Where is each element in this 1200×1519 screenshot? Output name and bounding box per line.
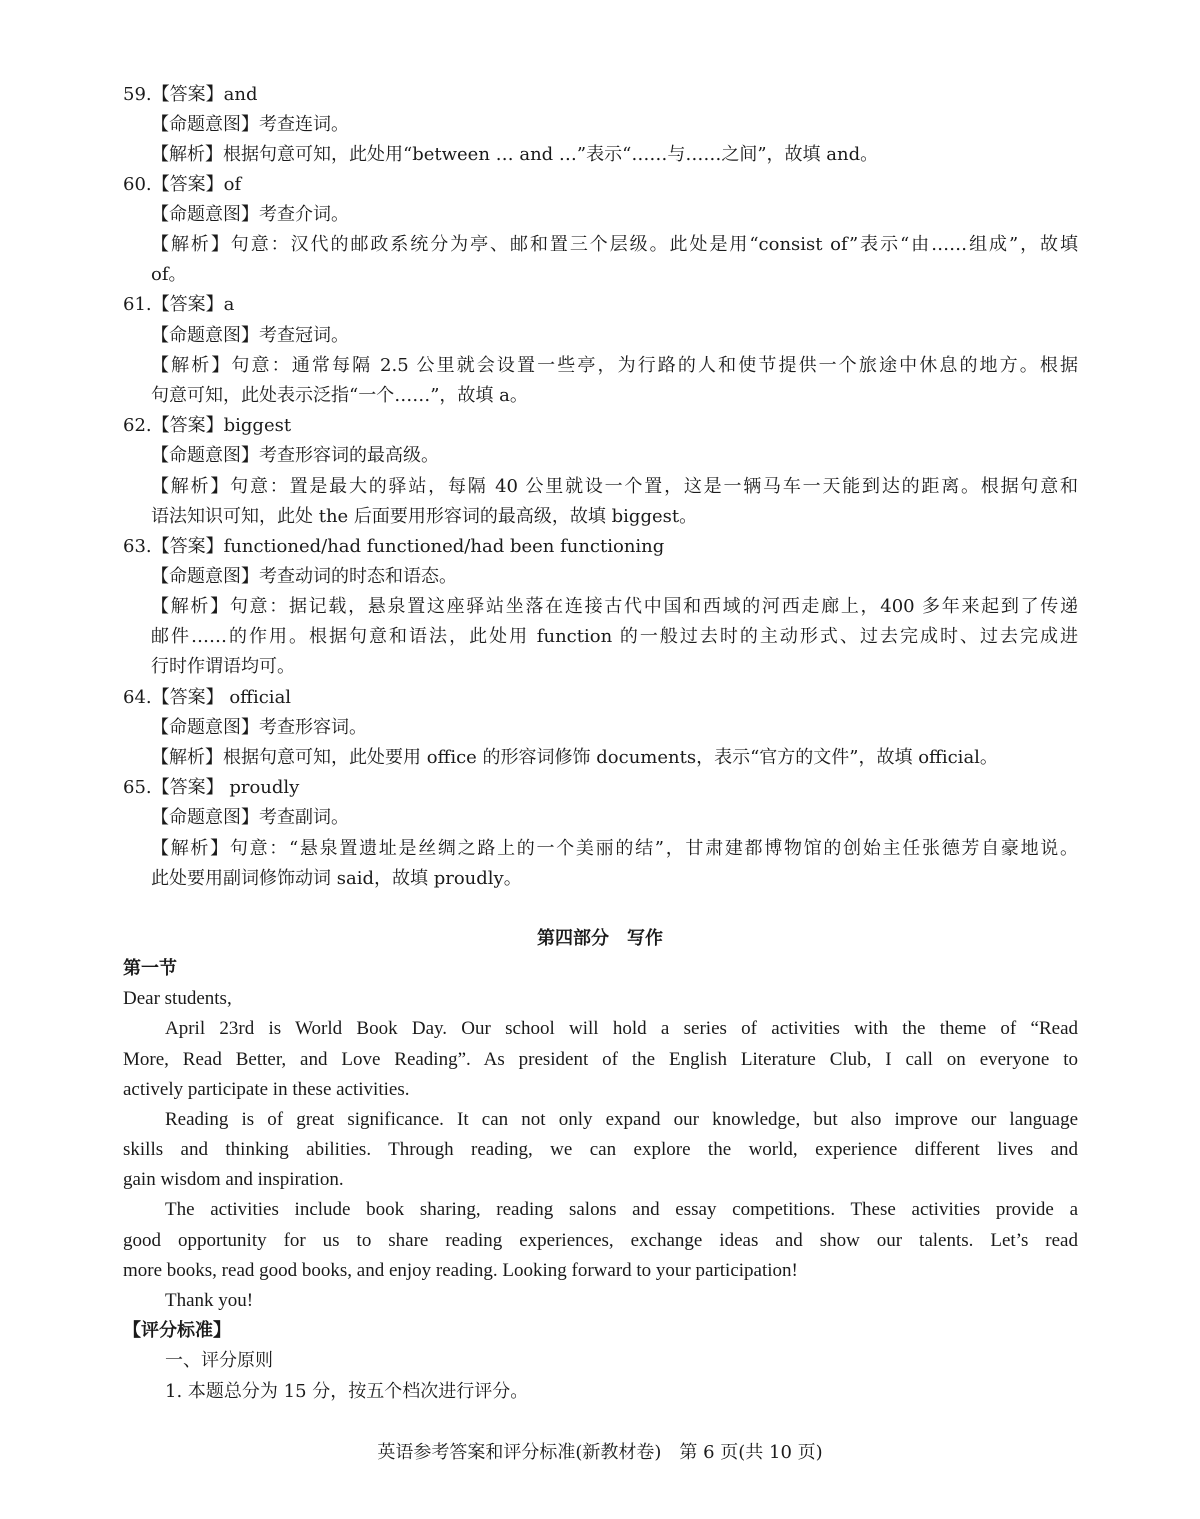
analysis-63-line-3: 行时作谓语均可。 <box>151 656 295 677</box>
grading-title: 【评分标准】 <box>123 1320 231 1341</box>
analysis-61-line-2: 句意可知，此处表示泛指“一个……”，故填 a。 <box>151 385 528 406</box>
analysis-62-line-2: 语法知识可知，此处 the 后面要用形容词的最高级，故填 biggest。 <box>151 506 698 527</box>
answer-61: 61.【答案】a <box>123 294 235 315</box>
letter-p2-line-1: Reading is of great significance. It can not only expand our knowledge, but also improve our language <box>165 1109 1078 1130</box>
analysis-60-line-1: 【解析】句意：汉代的邮政系统分为亭、邮和置三个层级。此处是用“consist of”表示“由……组成”，故填 <box>151 234 1078 255</box>
intent-60: 【命题意图】考查介词。 <box>151 204 349 225</box>
answer-65: 65.【答案】 proudly <box>123 777 300 798</box>
grading-item-1: 1. 本题总分为 15 分，按五个档次进行评分。 <box>165 1381 529 1402</box>
analysis-65-line-1: 【解析】句意：“悬泉置遗址是丝绸之路上的一个美丽的结”，甘肃建都博物馆的创始主任张德芳自豪地说。 <box>151 838 1078 859</box>
answer-63: 63.【答案】functioned/had functioned/had been functioning <box>123 536 665 557</box>
answer-60: 60.【答案】of <box>123 174 242 195</box>
analysis-61-line-1: 【解析】句意：通常每隔 2.5 公里就会设置一些亭，为行路的人和使节提供一个旅途中休息的地方。根据 <box>151 355 1078 376</box>
grading-principle: 一、评分原则 <box>165 1350 273 1371</box>
answer-59: 59.【答案】and <box>123 84 258 105</box>
intent-62: 【命题意图】考查形容词的最高级。 <box>151 445 439 466</box>
analysis-64-line-1: 【解析】根据句意可知，此处要用 office 的形容词修饰 documents，表示“官方的文件”，故填 official。 <box>151 747 998 768</box>
analysis-62-line-1: 【解析】句意：置是最大的驿站，每隔 40 公里就设一个置，这是一辆马车一天能到达的距离。根据句意和 <box>151 476 1078 497</box>
answer-62: 62.【答案】biggest <box>123 415 292 436</box>
intent-63: 【命题意图】考查动词的时态和语态。 <box>151 566 457 587</box>
answer-64: 64.【答案】 official <box>123 687 292 708</box>
analysis-65-line-2: 此处要用副词修饰动词 said，故填 proudly。 <box>151 868 522 889</box>
letter-p3-line-3: more books, read good books, and enjoy reading. Looking forward to your participation! <box>123 1260 798 1281</box>
section-title: 第四部分 写作 <box>537 928 663 949</box>
intent-64: 【命题意图】考查形容词。 <box>151 717 367 738</box>
letter-p1-line-1: April 23rd is World Book Day. Our school will hold a series of activities with the theme of “Read <box>165 1018 1078 1039</box>
letter-p1-line-2: More, Read Better, and Love Reading”. As president of the English Literature Club, I call on everyone to <box>123 1049 1078 1070</box>
letter-p2-line-3: gain wisdom and inspiration. <box>123 1169 344 1190</box>
letter-p1-line-3: actively participate in these activities. <box>123 1079 410 1100</box>
analysis-60-line-2: of。 <box>151 264 187 285</box>
letter-p2-line-2: skills and thinking abilities. Through reading, we can explore the world, experience different lives and <box>123 1139 1078 1160</box>
letter-p3-line-2: good opportunity for us to share reading experiences, exchange ideas and show our talents. Let’s read <box>123 1230 1078 1251</box>
letter-closing: Thank you! <box>165 1290 254 1311</box>
section-subtitle: 第一节 <box>123 958 177 979</box>
analysis-59-line-1: 【解析】根据句意可知，此处用“between … and …”表示“……与……之间”，故填 and。 <box>151 144 879 165</box>
analysis-63-line-1: 【解析】句意：据记载，悬泉置这座驿站坐落在连接古代中国和西域的河西走廊上，400 多年来起到了传递 <box>151 596 1078 617</box>
page-footer: 英语参考答案和评分标准(新教材卷) 第 6 页(共 10 页) <box>377 1442 823 1463</box>
analysis-63-line-2: 邮件……的作用。根据句意和语法，此处用 function 的一般过去时的主动形式、过去完成时、过去完成进 <box>151 626 1078 647</box>
intent-65: 【命题意图】考查副词。 <box>151 807 349 828</box>
letter-p3-line-1: The activities include book sharing, reading salons and essay competitions. These activities provide a <box>165 1199 1078 1220</box>
intent-61: 【命题意图】考查冠词。 <box>151 325 349 346</box>
intent-59: 【命题意图】考查连词。 <box>151 114 349 135</box>
letter-greeting: Dear students, <box>123 988 232 1009</box>
